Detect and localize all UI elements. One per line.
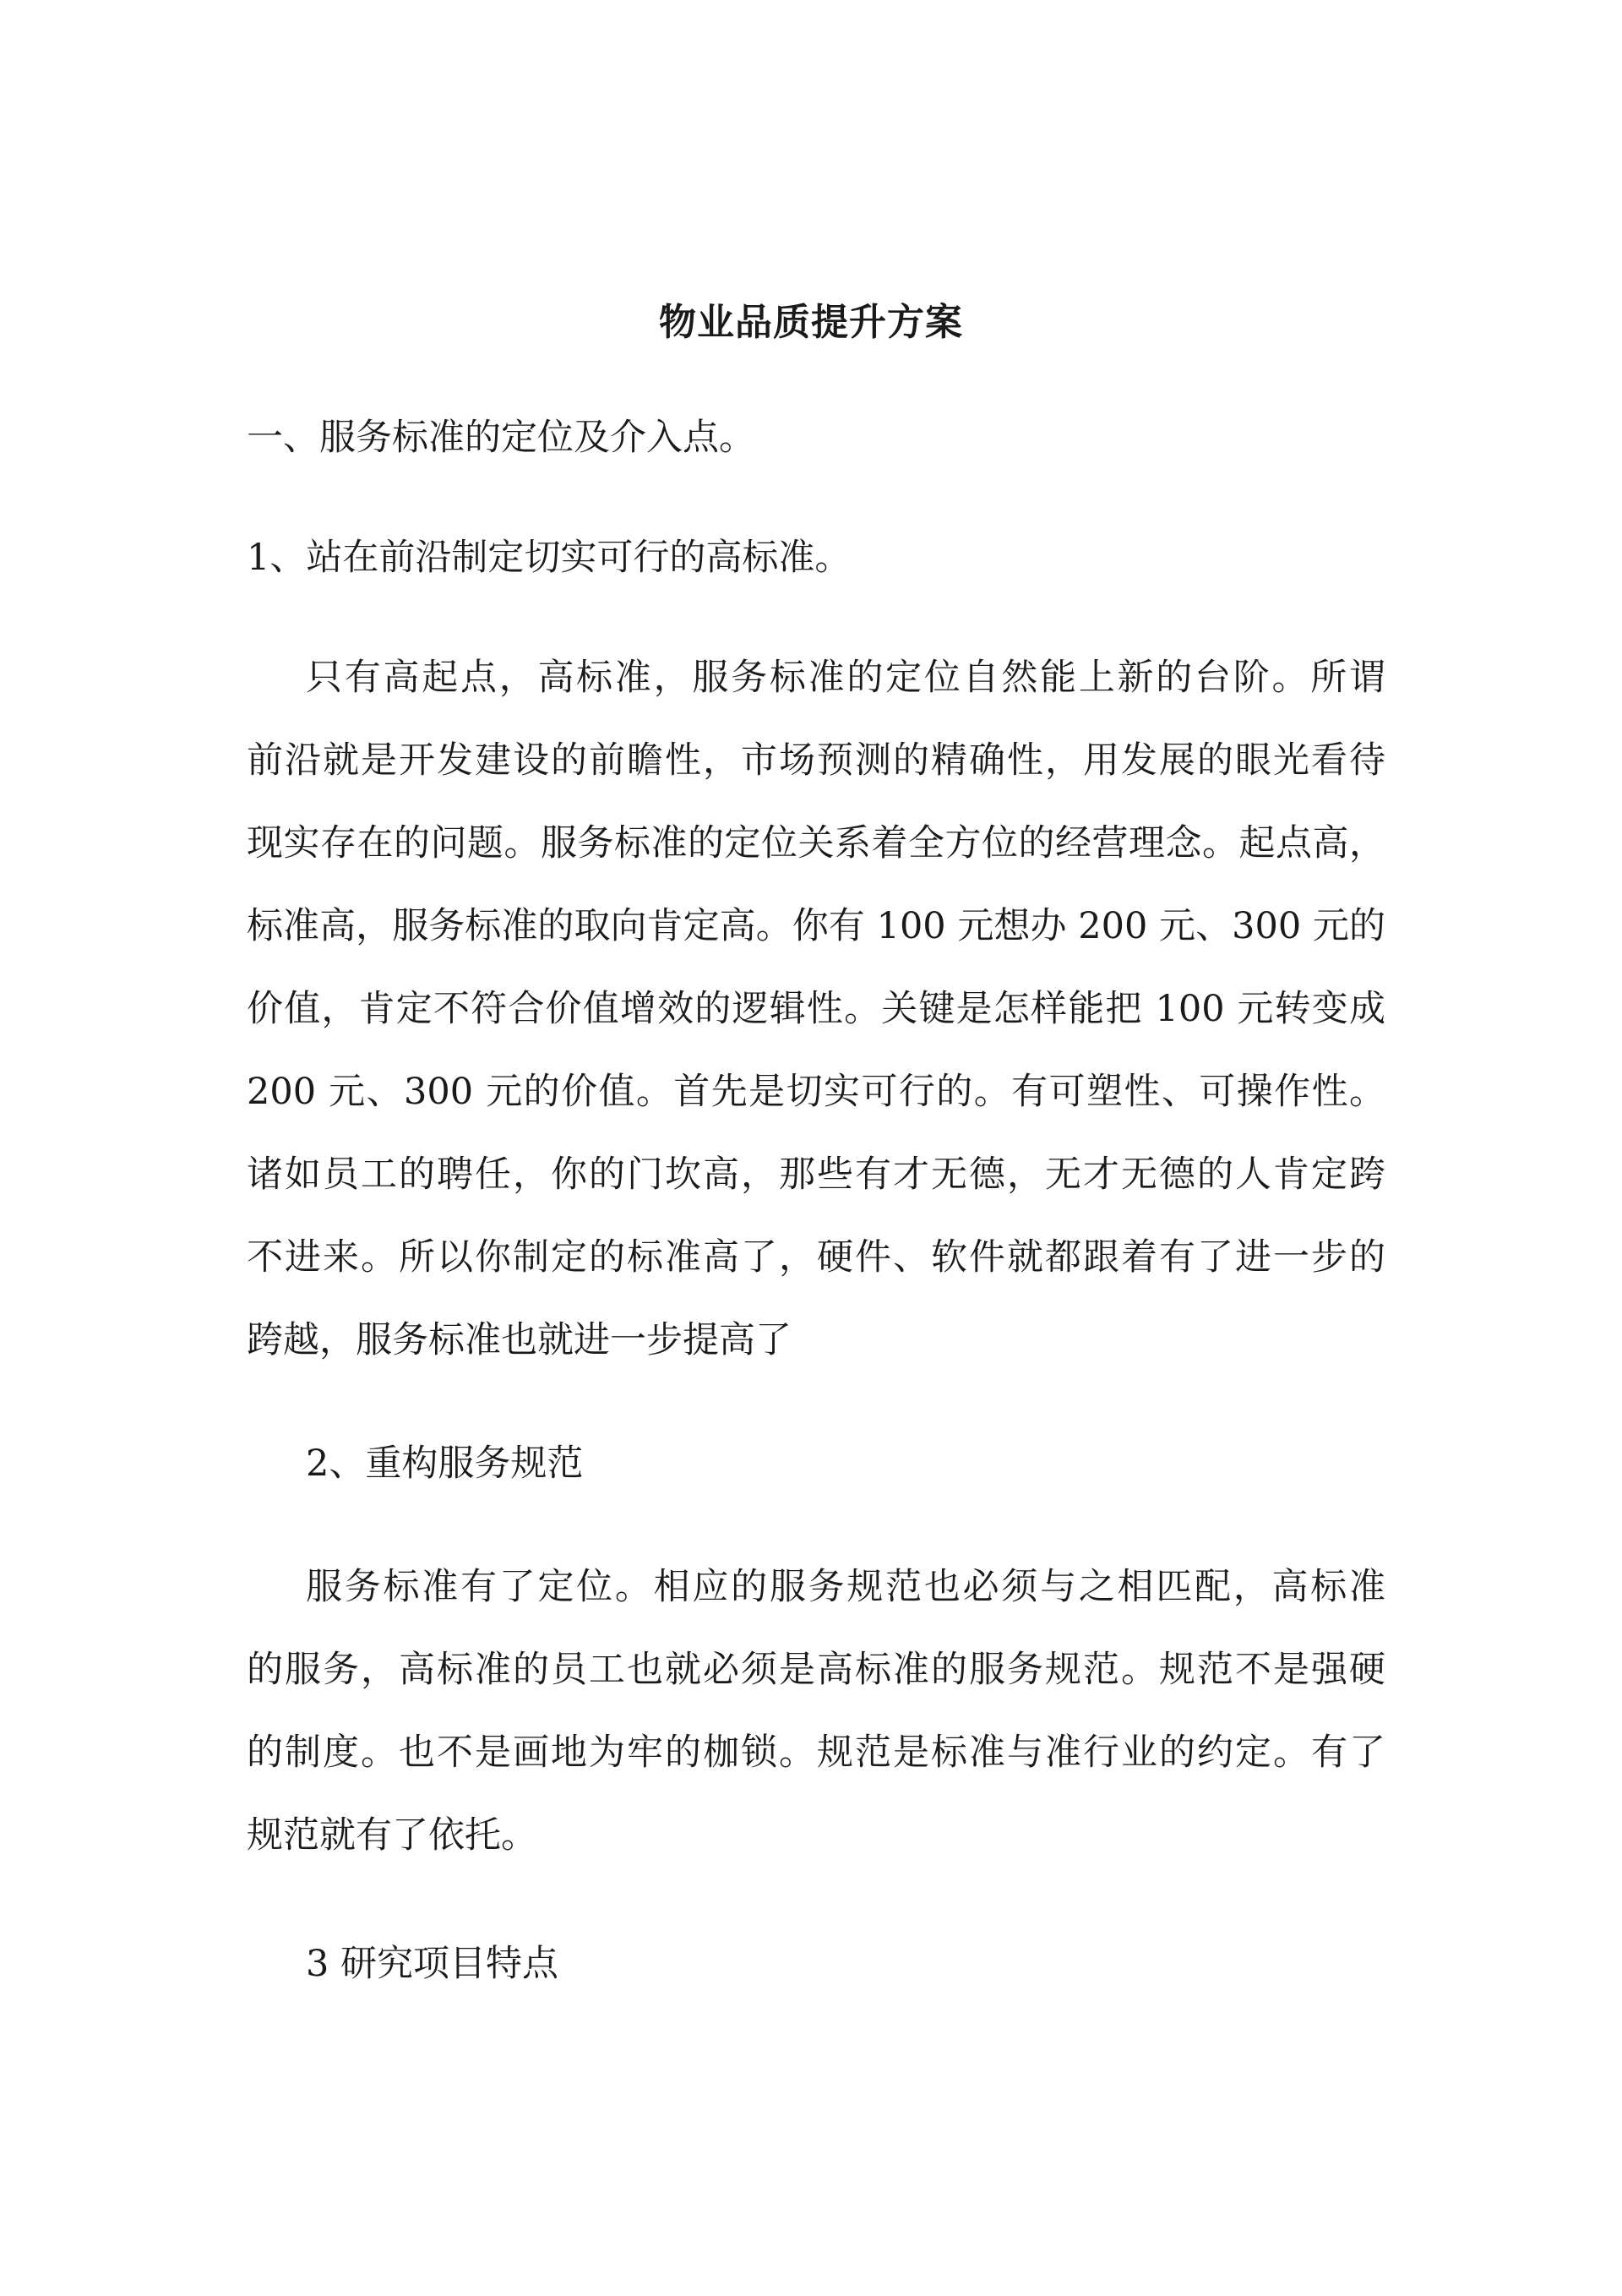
item-2-paragraph-line: 规范就有了依托。 — [247, 1814, 537, 1857]
item-3-heading: 3 研究项目特点 — [306, 1943, 559, 1985]
section-1-heading: 一、服务标准的定位及介入点。 — [247, 417, 755, 459]
item-2-paragraph-line: 的服务，高标准的员工也就必须是高标准的服务规范。规范不是强硬 — [247, 1649, 1385, 1691]
item-1-paragraph-line: 价值，肯定不符合价值增效的逻辑性。关键是怎样能把 100 元转变成 — [247, 988, 1385, 1030]
item-1-heading: 1、站在前沿制定切实可行的高标准。 — [247, 537, 852, 579]
item-1-paragraph-line: 不进来。所以你制定的标准高了，硬件、软件就都跟着有了进一步的 — [247, 1236, 1385, 1279]
item-1-paragraph-line: 标准高，服务标准的取向肯定高。你有 100 元想办 200 元、300 元的 — [247, 905, 1385, 947]
item-2-heading: 2、重构服务规范 — [306, 1442, 584, 1485]
item-1-paragraph-line: 前沿就是开发建设的前瞻性，市场预测的精确性，用发展的眼光看待 — [247, 739, 1385, 782]
item-1-paragraph-line: 200 元、300 元的价值。首先是切实可行的。有可塑性、可操作性。 — [247, 1071, 1385, 1113]
item-1-paragraph-line: 跨越，服务标准也就进一步提高了 — [247, 1319, 792, 1361]
item-1-paragraph-line: 现实存在的问题。服务标准的定位关系着全方位的经营理念。起点高， — [247, 822, 1385, 864]
document-title: 物业品质提升方案 — [659, 301, 963, 344]
item-2-paragraph-line: 服务标准有了定位。相应的服务规范也必须与之相匹配，高标准 — [306, 1566, 1385, 1608]
item-1-paragraph-line: 只有高起点，高标准，服务标准的定位自然能上新的台阶。所谓 — [306, 657, 1385, 699]
item-1-paragraph-line: 诸如员工的聘任，你的门坎高，那些有才无德，无才无德的人肯定跨 — [247, 1153, 1385, 1196]
item-2-paragraph-line: 的制度。也不是画地为牢的枷锁。规范是标准与准行业的约定。有了 — [247, 1732, 1385, 1774]
